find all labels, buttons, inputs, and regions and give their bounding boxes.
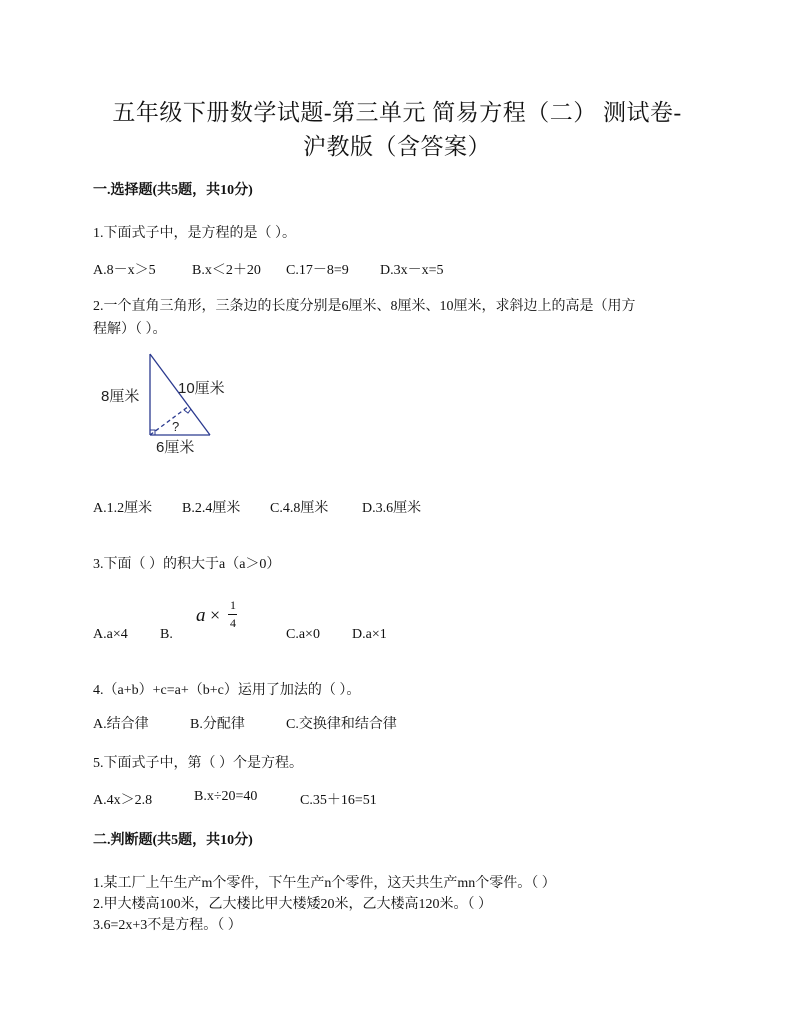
triangle-hypotenuse-label: 10厘米 xyxy=(178,380,225,397)
question-1-option-c: C.17－8=9 xyxy=(286,263,349,278)
question-5-option-b: B.x÷20=40 xyxy=(194,789,258,804)
question-4-option-b: B.分配律 xyxy=(190,717,245,732)
section-heading-choice: 一.选择题(共5题，共10分) xyxy=(93,183,253,198)
formula-denominator: 4 xyxy=(230,616,236,630)
formula-numerator: 1 xyxy=(230,598,236,612)
formula-fraction-bar xyxy=(228,614,237,615)
judgement-item-2: 2.甲大楼高100米，乙大楼比甲大楼矮20米，乙大楼高120米。（ ） xyxy=(93,897,492,912)
question-2-text-line1: 2.一个直角三角形，三条边的长度分别是6厘米、8厘米、10厘米，求斜边上的高是（用方 xyxy=(93,299,636,314)
triangle-bottom-label: 6厘米 xyxy=(156,439,195,456)
page-title-line1: 五年级下册数学试题-第三单元 简易方程（二） 测试卷- xyxy=(112,100,682,125)
section-heading-judgement: 二.判断题(共5题，共10分) xyxy=(93,833,253,848)
right-triangle-figure xyxy=(95,350,255,462)
question-3-option-a: A.a×4 xyxy=(93,627,128,642)
question-1-text: 1.下面式子中，是方程的是（ ）。 xyxy=(93,226,296,241)
formula-variable: a xyxy=(196,605,206,626)
question-2-option-d: D.3.6厘米 xyxy=(362,501,422,516)
question-3-text: 3.下面（ ）的积大于a（a＞0） xyxy=(93,557,281,572)
question-3-formula xyxy=(196,598,246,634)
question-3-option-c: C.a×0 xyxy=(286,627,320,642)
question-4-option-c: C.交换律和结合律 xyxy=(286,717,397,732)
question-1-option-d: D.3x－x=5 xyxy=(380,263,444,278)
triangle-left-label: 8厘米 xyxy=(101,388,140,405)
question-1-option-a: A.8－x＞5 xyxy=(93,263,156,278)
question-2-option-b: B.2.4厘米 xyxy=(182,501,241,516)
question-4-option-a: A.结合律 xyxy=(93,717,149,732)
formula-operator: × xyxy=(210,605,221,625)
question-2-option-c: C.4.8厘米 xyxy=(270,501,329,516)
question-4-text: 4.（a+b）+c=a+（b+c）运用了加法的（ ）。 xyxy=(93,683,361,698)
question-5-option-c: C.35＋16=51 xyxy=(300,793,377,808)
question-5-option-a: A.4x＞2.8 xyxy=(93,793,153,808)
question-1-option-b: B.x＜2＋20 xyxy=(192,263,261,278)
question-2-text-line2: 程解）（ ）。 xyxy=(93,322,167,337)
judgement-item-1: 1.某工厂上午生产m个零件，下午生产n个零件，这天共生产mn个零件。（ ） xyxy=(93,876,556,891)
question-5-text: 5.下面式子中，第（ ）个是方程。 xyxy=(93,756,303,771)
judgement-item-3: 3.6=2x+3不是方程。（ ） xyxy=(93,918,242,933)
triangle-altitude xyxy=(150,406,189,435)
question-3-option-b: B. xyxy=(160,627,173,642)
triangle-unknown-label: ? xyxy=(172,419,180,434)
page-title-line2: 沪教版（含答案） xyxy=(303,134,491,159)
question-3-option-d: D.a×1 xyxy=(352,627,387,642)
question-2-option-a: A.1.2厘米 xyxy=(93,501,153,516)
